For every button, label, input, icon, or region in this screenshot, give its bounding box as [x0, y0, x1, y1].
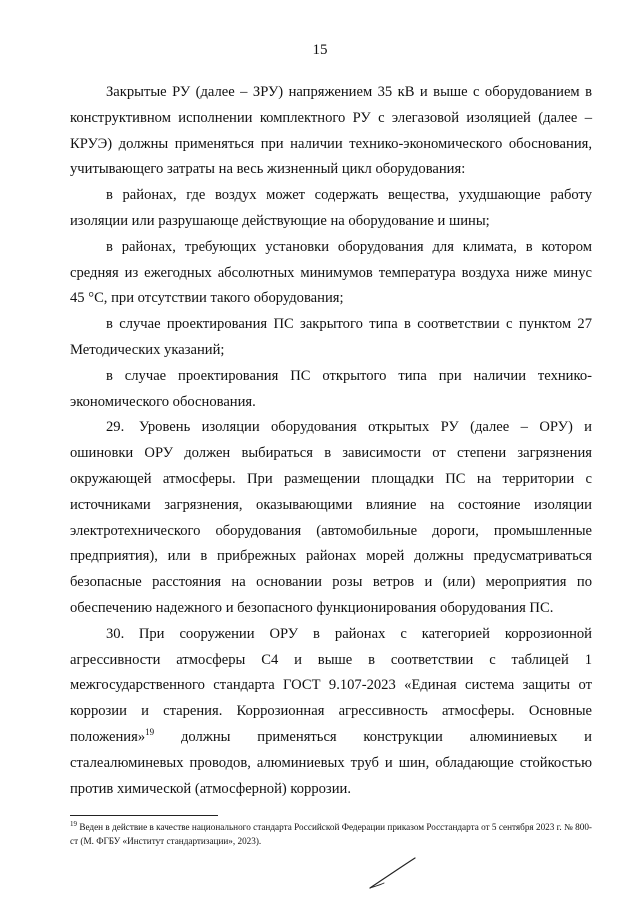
paragraph-30-text: 30. При сооружении ОРУ в районах с категорией коррозионной агрессивности атмосферы С4 и выше в соответствии с таблицей 1 межгосударственного стандарта ГОСТ 9.107-2023 «Единая система защиты от коррозии и старения. Коррозионная агрессивность атмосферы. Основные положения» — [70, 625, 592, 745]
footnote-separator — [70, 815, 218, 816]
paragraph-air-contamination: в районах, где воздух может содержать вещества, ухудшающие работу изоляции или разрушающе действующие на оборудование и шины; — [70, 187, 592, 229]
paragraph-30 — [70, 622, 592, 803]
signature-mark — [368, 855, 418, 891]
paragraph-zru: Закрытые РУ (далее – ЗРУ) напряжением 35 кВ и выше с оборудованием в конструктивном исполнении комплектного РУ с элегазовой изоляцией (далее – КРУЭ) должны применяться при наличии технико-экономического обоснования, учитывающего затраты на весь жизненный цикл оборудования: — [70, 84, 592, 178]
paragraph-29: 29. Уровень изоляции оборудования открытых РУ (далее – ОРУ) и ошиновки ОРУ должен выбираться в зависимости от степени загрязнения окружающей атмосферы. При размещении площадки ПС на территории с источниками загрязнения, оказывающими влияние на состояние изоляции электротехнического оборудования (автомобильные дороги, промышленные предприятия), или в прибрежных районах морей должны предусматриваться безопасные расстояния на основании розы ветров и (или) мероприятия по обеспечению надежного и безопасного функционирования оборудования ПС. — [70, 419, 592, 616]
footnote-reference: 19 — [145, 727, 155, 738]
paragraph-30-text-continued: должны применяться конструкции алюминиевых и сталеалюминевых проводов, алюминиевых труб и шин, обладающие стойкостью против химической (атмосферной) коррозии. — [70, 728, 592, 797]
footnote — [70, 821, 592, 848]
paragraph-open-type: в случае проектирования ПС открытого типа при наличии технико-экономического обоснования. — [70, 367, 592, 410]
footnote-text: Веден в действие в качестве национального стандарта Российской Федерации приказом Росстандарта от 5 сентября 2023 г. № 800-ст (М. ФГБУ «Институт стандартизации», 2023). — [70, 822, 592, 846]
page-number: 15 — [312, 42, 328, 58]
paragraph-cold-climate: в районах, требующих установки оборудования для климата, в котором средняя из ежегодных абсолютных минимумов температура воздуха ниже минус 45 °С, при отсутствии такого оборудования; — [70, 238, 592, 307]
footnote-marker: 19 — [70, 819, 77, 828]
body-text — [70, 80, 592, 802]
paragraph-closed-type: в случае проектирования ПС закрытого типа в соответствии с пунктом 27 Методических указаний; — [70, 316, 592, 358]
